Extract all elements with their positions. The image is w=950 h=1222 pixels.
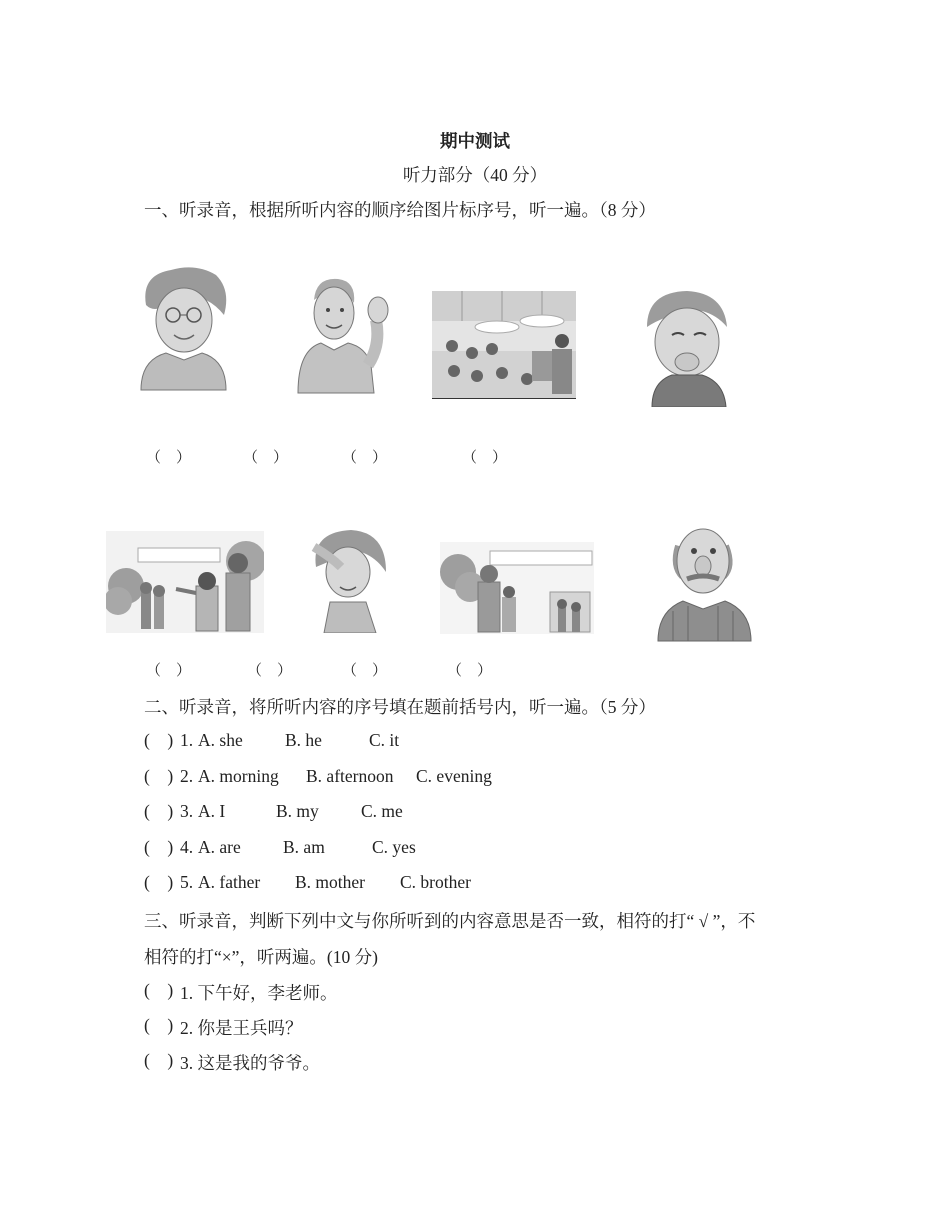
section3-heading-line2: 相符的打“×”，听两遍。(10 分)	[144, 947, 378, 967]
q2-4-bracket[interactable]: ( )	[144, 837, 174, 857]
answer-paren-row1-2[interactable]: （ ）	[243, 450, 289, 466]
q2-5-option-c: C. brother	[400, 872, 471, 892]
picture-children-pointing	[106, 531, 264, 633]
picture-man-with-children	[440, 542, 594, 634]
q2-2-number: 2.	[180, 766, 194, 786]
q2-5-number: 5.	[180, 872, 194, 892]
answer-paren-row2-2[interactable]: （ ）	[247, 663, 293, 679]
q2-2-option-a: A. morning	[198, 766, 279, 786]
q2-3-option-a: A. I	[198, 801, 226, 821]
answer-paren-row2-4[interactable]: （ ）	[447, 663, 493, 679]
q2-5-option-b: B. mother	[295, 872, 365, 892]
q2-2-option-b: B. afternoon	[306, 766, 394, 786]
q3-2-bracket[interactable]: ( )	[144, 1015, 174, 1035]
picture-grandmother	[136, 265, 231, 393]
q2-1-option-a: A. she	[198, 730, 243, 750]
q2-3-option-c: C. me	[361, 801, 403, 821]
section3-heading-line1: 三、听录音，判断下列中文与你所听到的内容意思是否一致，相符的打“ √ ”，不	[144, 911, 756, 931]
q3-3-bracket[interactable]: ( )	[144, 1050, 174, 1070]
q2-3-number: 3.	[180, 801, 194, 821]
page-title: 期中测试	[440, 131, 510, 151]
q2-4-option-a: A. are	[198, 837, 241, 857]
q3-3-text: 3. 这是我的爷爷。	[180, 1053, 320, 1073]
q2-4-option-c: C. yes	[372, 837, 416, 857]
q3-2-text: 2. 你是王兵吗？	[180, 1018, 303, 1038]
q2-2-bracket[interactable]: ( )	[144, 766, 174, 786]
q2-3-bracket[interactable]: ( )	[144, 801, 174, 821]
section1-heading: 一、听录音，根据所听内容的顺序给图片标序号，听一遍。（8 分）	[144, 200, 656, 220]
q2-1-option-b: B. he	[285, 730, 322, 750]
answer-paren-row2-3[interactable]: （ ）	[342, 663, 388, 679]
q2-5-option-a: A. father	[198, 872, 261, 892]
picture-grandfather	[653, 521, 755, 643]
answer-paren-row1-1[interactable]: （ ）	[146, 450, 192, 466]
q2-4-number: 4.	[180, 837, 194, 857]
picture-boy-laughing	[642, 287, 732, 407]
answer-paren-row1-3[interactable]: （ ）	[342, 450, 388, 466]
q2-5-bracket[interactable]: ( )	[144, 872, 174, 892]
q2-1-option-c: C. it	[369, 730, 400, 750]
q2-4-option-b: B. am	[283, 837, 325, 857]
q2-1-number: 1.	[180, 730, 194, 750]
q3-1-bracket[interactable]: ( )	[144, 980, 174, 1000]
picture-girl-saluting	[306, 527, 390, 633]
answer-paren-row1-4[interactable]: （ ）	[462, 450, 508, 466]
q3-1-text: 1. 下午好，李老师。	[180, 983, 338, 1003]
q2-1-bracket[interactable]: ( )	[144, 730, 174, 750]
section2-heading: 二、听录音，将所听内容的序号填在题前括号内，听一遍。（5 分）	[144, 697, 656, 717]
answer-paren-row2-1[interactable]: （ ）	[146, 663, 192, 679]
page-subtitle: 听力部分（40 分）	[402, 165, 548, 185]
picture-classroom	[432, 291, 576, 399]
picture-father-waving	[296, 275, 396, 395]
q2-2-option-c: C. evening	[416, 766, 492, 786]
q2-3-option-b: B. my	[276, 801, 319, 821]
